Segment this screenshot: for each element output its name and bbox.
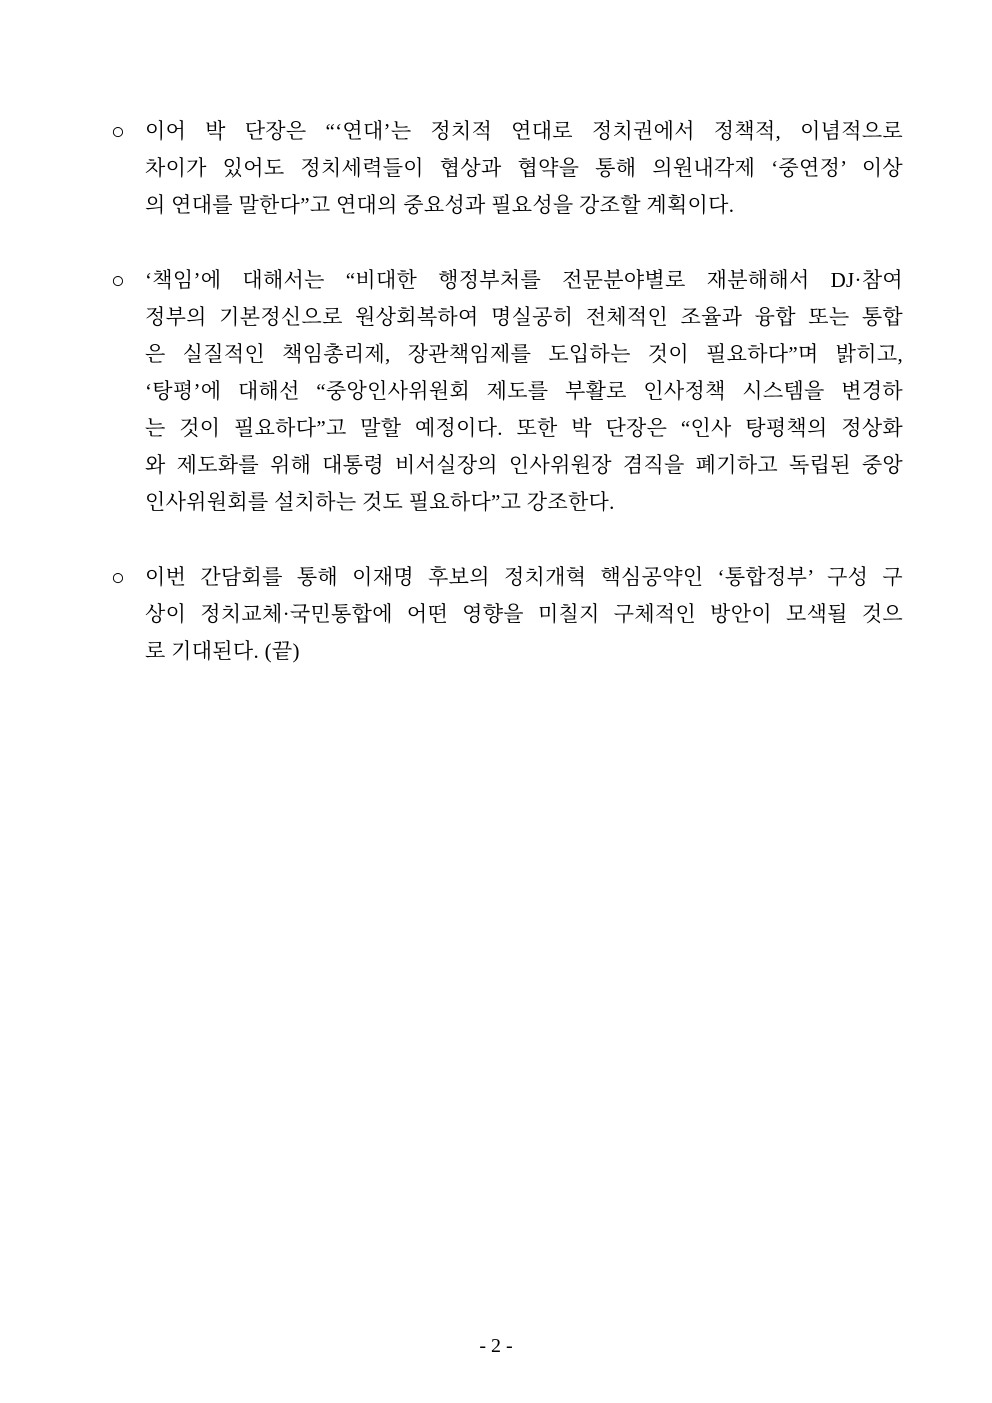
text-line: 차이가 있어도 정치세력들이 협상과 협약을 통해 의원내각제 ‘중연정’ 이상 — [145, 156, 903, 180]
text-line: 인사위원회를 설치하는 것도 필요하다”고 강조한다. — [145, 490, 615, 514]
page-number: - 2 - — [479, 1335, 513, 1357]
paragraph-text — [145, 559, 903, 670]
circle-bullet: ○ — [111, 119, 126, 144]
text-line: 이번 간담회를 통해 이재명 후보의 정치개혁 핵심공약인 ‘통합정부’ 구성 구 — [145, 565, 903, 589]
text-line: 와 제도화를 위해 대통령 비서실장의 인사위원장 겸직을 폐기하고 독립된 중앙 — [145, 453, 903, 477]
bullet-paragraph-3 — [111, 559, 903, 670]
text-line: 로 기대된다. (끝) — [145, 639, 300, 663]
text-line: ‘탕평’에 대해선 “중앙인사위원회 제도를 부활로 인사정책 시스템을 변경하 — [145, 379, 903, 403]
bullet-paragraph-1 — [111, 113, 903, 224]
text-line: 은 실질적인 책임총리제, 장관책임제를 도입하는 것이 필요하다”며 밝히고, — [145, 342, 903, 366]
text-line: 는 것이 필요하다”고 말할 예정이다. 또한 박 단장은 “인사 탕평책의 정상화 — [145, 416, 903, 440]
text-line: 상이 정치교체·국민통합에 어떤 영향을 미칠지 구체적인 방안이 모색될 것으 — [145, 602, 903, 626]
paragraph-text — [145, 113, 903, 224]
circle-bullet: ○ — [111, 565, 126, 590]
text-line: 정부의 기본정신으로 원상회복하여 명실공히 전체적인 조율과 융합 또는 통합 — [145, 305, 903, 329]
page-footer — [0, 1333, 992, 1359]
document-body — [111, 113, 903, 670]
text-line: 이어 박 단장은 “‘연대’는 정치적 연대로 정치권에서 정책적, 이념적으로 — [145, 119, 903, 143]
text-line: ‘책임’에 대해서는 “비대한 행정부처를 전문분야별로 재분해해서 DJ·참여 — [145, 268, 903, 292]
paragraph-text — [145, 262, 903, 521]
circle-bullet: ○ — [111, 268, 126, 293]
bullet-paragraph-2 — [111, 262, 903, 521]
text-line: 의 연대를 말한다”고 연대의 중요성과 필요성을 강조할 계획이다. — [145, 193, 735, 217]
